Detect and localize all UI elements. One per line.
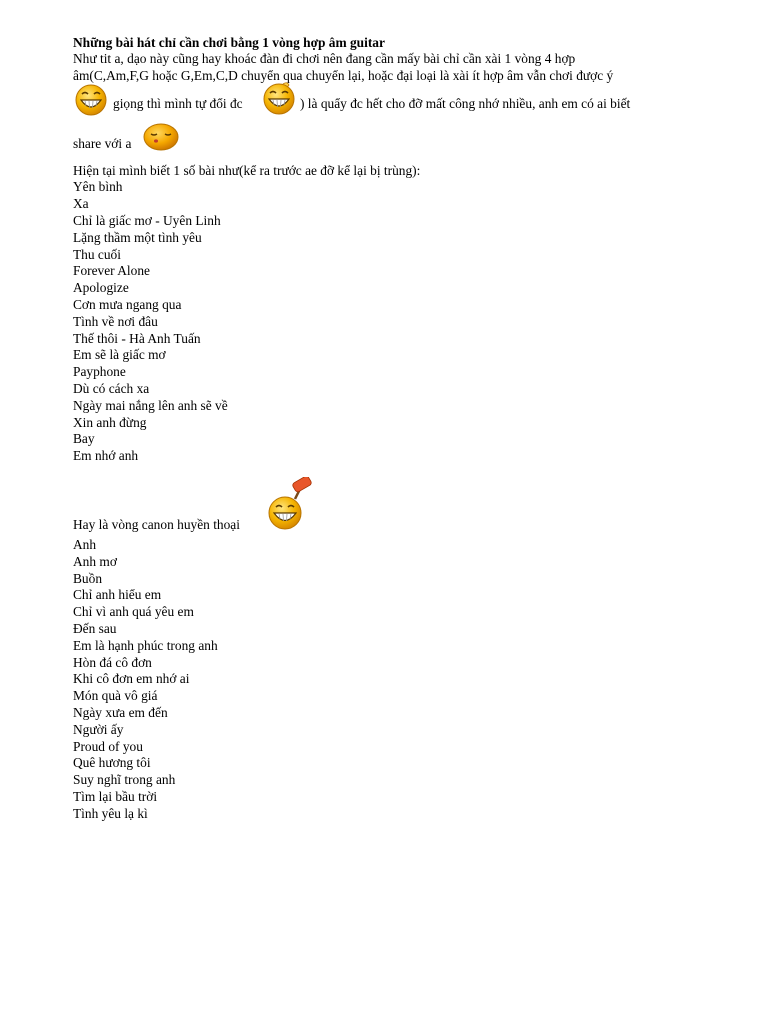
- intro-line-1: Như tit a, dạo này cũng hay khoác đàn đi chơi nên đang cần mấy bài chỉ cần xài 1 vòng 4 hợp: [73, 51, 576, 66]
- list-item: Ngày mai nắng lên anh sẽ về: [73, 397, 228, 413]
- list1-intro: Hiện tại mình biết 1 số bài như(kể ra trước ae đỡ kể lại bị trùng):: [73, 162, 421, 178]
- list-item: Payphone: [73, 364, 126, 380]
- list-item: Em sẽ là giấc mơ: [73, 347, 166, 363]
- list-item: Chỉ vì anh quá yêu em: [73, 604, 194, 620]
- intro-line-2: âm(C,Am,F,G hoặc G,Em,C,D chuyển qua chuyển lại, hoặc đại loại là xài ít hợp âm vẫn chơi được ý: [73, 67, 614, 83]
- list-item: Dù có cách xa: [73, 380, 150, 396]
- list-item: Hòn đá cô đơn: [73, 654, 152, 670]
- list-item: Apologize: [73, 280, 129, 296]
- intro-line-4: [73, 123, 733, 163]
- intro-line-3-part-2: ) là quẩy đc hết cho đỡ mất công nhớ nhiều, anh em có ai biết: [300, 95, 631, 111]
- list-item: Thế thôi - Hà Anh Tuấn: [73, 330, 201, 346]
- list-item: Em nhớ anh: [73, 448, 139, 464]
- list-item: Anh: [73, 536, 97, 552]
- list-item: Chỉ anh hiểu em: [73, 587, 162, 603]
- list-item: Quê hương tôi: [73, 755, 151, 771]
- list-item: Đến sau: [73, 620, 117, 636]
- hammer-smiley-icon: [267, 477, 315, 538]
- list-item: Chỉ là giấc mơ - Uyên Linh: [73, 212, 221, 228]
- grinning-smiley-icon: [261, 80, 297, 121]
- list-item: Yên bình: [73, 179, 123, 195]
- list-item: Forever Alone: [73, 263, 150, 279]
- list-item: Tìm lại bầu trời: [73, 788, 158, 804]
- list-item: Cơn mưa ngang qua: [73, 296, 182, 312]
- list-item: Suy nghĩ trong anh: [73, 772, 176, 788]
- song-list-2: [73, 537, 733, 823]
- list-item: Ngày xưa em đến: [73, 704, 168, 720]
- document-page: [73, 34, 733, 822]
- canon-intro-text: Hay là vòng canon huyền thoại: [73, 516, 240, 532]
- list-item: Buồn: [73, 570, 103, 586]
- list-item: Bay: [73, 431, 95, 447]
- list-item: Người ấy: [73, 721, 124, 737]
- list-item: Xa: [73, 196, 89, 212]
- list-item: Proud of you: [73, 738, 143, 754]
- song-list-1: [73, 179, 733, 465]
- list-item: Xin anh đừng: [73, 414, 147, 430]
- list-item: Anh mơ: [73, 553, 117, 569]
- list-item: Khi cô đơn em nhớ ai: [73, 671, 190, 687]
- intro-line-3: [73, 85, 733, 123]
- list-item: Lặng thầm một tình yêu: [73, 229, 202, 245]
- list-item: Tình về nơi đâu: [73, 313, 158, 329]
- sleepy-smiley-icon: [141, 119, 181, 156]
- canon-intro-line: [73, 513, 733, 537]
- intro-line-4-text: share với a: [73, 135, 132, 151]
- grinning-smiley-icon: [73, 81, 109, 122]
- document-title: Những bài hát chỉ cần chơi bằng 1 vòng hợp âm guitar: [73, 35, 385, 50]
- list-item: Em là hạnh phúc trong anh: [73, 637, 218, 653]
- list-item: Món quà vô giá: [73, 688, 158, 704]
- intro-line-3-part-1: giọng thì mình tự đổi đc: [113, 95, 243, 111]
- list-item: Tình yêu lạ kì: [73, 805, 148, 821]
- list-item: Thu cuối: [73, 246, 121, 262]
